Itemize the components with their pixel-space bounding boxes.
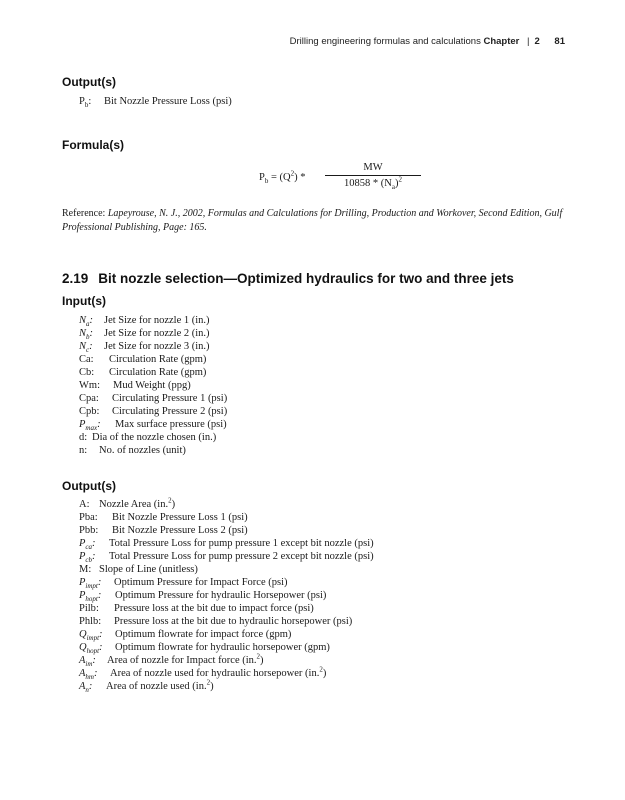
- output-symbol: $P_b$:: [79, 96, 92, 110]
- reference-text: Lapeyrouse, N. J., 2002, Formulas and Calculations for Drilling, Production and Workover, Second Edition, Gulf Professional Publishing, Page: 165.: [62, 208, 563, 233]
- output-description: Bit Nozzle Pressure Loss 1 (psi): [112, 512, 248, 523]
- input-description: Max surface pressure (psi): [115, 419, 227, 430]
- input-symbol: $N_b$:: [79, 328, 94, 342]
- reference: [62, 207, 572, 235]
- input-symbol: $N_c$:: [79, 341, 93, 355]
- running-head-title: Drilling engineering formulas and calculations: [289, 36, 481, 47]
- output-symbol: $P_{hopt}$:: [79, 590, 102, 604]
- input-heading: Input(s): [62, 294, 106, 308]
- input-item: [79, 354, 206, 365]
- output-item: [79, 96, 232, 110]
- output-item: [79, 496, 176, 510]
- formula-numerator: MW: [363, 162, 383, 173]
- chapter-number: 2: [534, 36, 540, 47]
- input-item: [79, 445, 186, 456]
- input-description: No. of nozzles (unit): [99, 445, 186, 456]
- input-item: [79, 432, 216, 443]
- output-item: [79, 551, 374, 565]
- section-number: 2.19: [62, 271, 89, 286]
- output-description: Total Pressure Loss for pump pressure 1 except bit nozzle (psi): [109, 538, 374, 549]
- output-description: Optimum Pressure for Impact Force (psi): [114, 577, 288, 588]
- output-description: Area of nozzle used for hydraulic horsepower (in.$^2$): [110, 665, 327, 679]
- page-number: 81: [554, 36, 565, 47]
- input-description: Circulating Pressure 1 (psi): [112, 393, 228, 404]
- output-item: [79, 678, 214, 695]
- input-symbol: Ca:: [79, 354, 94, 365]
- output-description: Bit Nozzle Pressure Loss 2 (psi): [112, 525, 248, 536]
- output-item: [79, 577, 288, 591]
- output-item: [79, 665, 327, 682]
- output-symbol: M:: [79, 564, 92, 575]
- output-symbol: $P_{cb}$:: [79, 551, 96, 565]
- output-description: Bit Nozzle Pressure Loss (psi): [104, 96, 232, 107]
- output-symbol: Pba:: [79, 512, 98, 523]
- input-item: [79, 341, 210, 355]
- input-symbol: $N_a$:: [79, 315, 94, 329]
- running-head-separator: |: [527, 36, 530, 47]
- input-symbol: d:: [79, 432, 88, 443]
- output-symbol: $P_{impt}$:: [79, 577, 102, 591]
- output-symbol: $A_{hm}$:: [79, 668, 98, 682]
- reference-label: Reference:: [62, 208, 108, 219]
- input-item: [79, 393, 227, 404]
- output-item: [79, 629, 292, 643]
- output-description: Pressure loss at the bit due to impact force (psi): [114, 603, 314, 614]
- output-item: [79, 512, 248, 523]
- input-description: Dia of the nozzle chosen (in.): [92, 432, 217, 443]
- input-description: Jet Size for nozzle 3 (in.): [104, 341, 210, 352]
- output-heading: Output(s): [62, 479, 116, 493]
- input-description: Jet Size for nozzle 2 (in.): [104, 328, 210, 339]
- input-item: [79, 328, 210, 342]
- formula-fraction: [325, 161, 421, 192]
- output-symbol: $Q_{impt}$:: [79, 629, 103, 643]
- output-symbol: $Q_{hopt}$:: [79, 642, 103, 656]
- output-item: [79, 590, 327, 604]
- input-item: [79, 406, 227, 417]
- chapter-label: Chapter: [483, 36, 520, 47]
- output-item: [79, 652, 264, 669]
- input-item: [79, 367, 206, 378]
- output-symbol: Pilb:: [79, 603, 99, 614]
- output-symbol: A:: [79, 499, 90, 510]
- formula-lhs: $P_b = (Q^2)$ *: [259, 169, 306, 186]
- output-symbol: $A_{im}$:: [79, 655, 96, 669]
- input-item: [79, 419, 227, 433]
- output-description: Optimum flowrate for impact force (gpm): [115, 629, 292, 640]
- input-description: Circulation Rate (gpm): [109, 354, 207, 365]
- output-item: [79, 603, 314, 614]
- output-item: [79, 616, 352, 627]
- output-item: [79, 525, 248, 536]
- formula-heading: Formula(s): [62, 138, 125, 152]
- output-symbol: Pbb:: [79, 525, 99, 536]
- input-symbol: n:: [79, 445, 88, 456]
- input-symbol: $P_{max}$:: [79, 419, 101, 433]
- input-symbol: Cb:: [79, 367, 95, 378]
- input-description: Mud Weight (ppg): [113, 380, 191, 391]
- output-item: [79, 564, 198, 575]
- input-symbol: Cpa:: [79, 393, 99, 404]
- output-description: Optimum flowrate for hydraulic horsepower (gpm): [115, 642, 330, 653]
- output-description: Pressure loss at the bit due to hydraulic horsepower (psi): [114, 616, 353, 627]
- output-description: Nozzle Area (in.$^2$): [99, 496, 176, 510]
- input-item: [79, 380, 191, 391]
- output-description: Total Pressure Loss for pump pressure 2 except bit nozzle (psi): [109, 551, 374, 562]
- input-symbol: Wm:: [79, 380, 100, 391]
- input-description: Circulating Pressure 2 (psi): [112, 406, 228, 417]
- input-item: [79, 315, 210, 329]
- output-description: Area of nozzle for Impact force (in.$^2$): [107, 652, 264, 666]
- section-title-text: Bit nozzle selection—Optimized hydraulics for two and three jets: [98, 271, 514, 286]
- output-item: [79, 538, 374, 552]
- output-description: Optimum Pressure for hydraulic Horsepower (psi): [115, 590, 327, 601]
- input-description: Circulation Rate (gpm): [109, 367, 207, 378]
- output-item: [79, 642, 330, 656]
- output-symbol: $P_{ca}$:: [79, 538, 96, 552]
- running-head: [290, 36, 565, 47]
- output-description: Area of nozzle used (in.$^2$): [106, 678, 214, 692]
- output-symbol: $A_n$:: [79, 681, 93, 695]
- input-description: Jet Size for nozzle 1 (in.): [104, 315, 210, 326]
- output-heading-top: Output(s): [62, 75, 116, 89]
- section-title: [62, 271, 514, 286]
- output-symbol: Phlb:: [79, 616, 102, 627]
- output-description: Slope of Line (unitless): [99, 564, 198, 575]
- formula-denominator: $10858 * (N_a)^2$: [344, 175, 402, 192]
- input-symbol: Cpb:: [79, 406, 100, 417]
